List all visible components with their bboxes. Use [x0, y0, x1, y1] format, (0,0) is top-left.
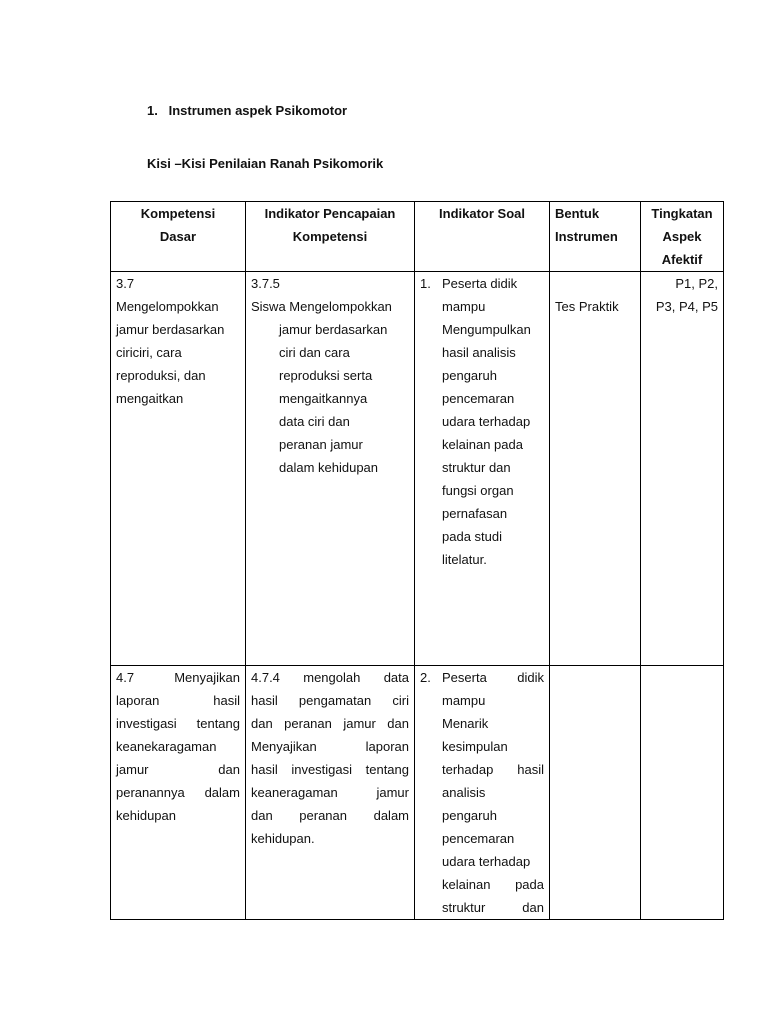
table-row — [111, 666, 724, 920]
kd-line: keanekaragaman — [116, 739, 217, 754]
header-line: Bentuk — [555, 206, 600, 221]
soal-line: kesimpulan — [442, 739, 508, 754]
soal-line: analisis — [442, 785, 486, 800]
soal-line: terhadap hasil — [442, 762, 544, 777]
soal-line: struktur dan — [442, 460, 511, 475]
ipk-line: reproduksi serta — [279, 368, 373, 383]
tingkatan-line: P3, P4, P5 — [655, 299, 718, 314]
kd-cell — [111, 666, 246, 920]
table-subtitle: Kisi –Kisi Penilaian Ranah Psikomorik — [147, 156, 384, 171]
bentuk-instrumen-cell — [550, 272, 641, 666]
ipk-line: keaneragaman jamur — [251, 785, 409, 800]
soal-line: litelatur. — [442, 552, 487, 567]
ipk-line: hasil investigasi tentang — [251, 762, 409, 777]
soal-text — [442, 666, 544, 919]
tingkatan-line: P1, P2, — [675, 276, 718, 291]
kd-line: reproduksi, dan — [116, 368, 206, 383]
soal-cell — [415, 666, 550, 920]
kd-line: Mengelompokkan — [116, 299, 219, 314]
ipk-line: mengaitkannya — [279, 391, 368, 406]
ipk-cell — [246, 272, 415, 666]
table-row — [111, 272, 724, 666]
soal-line: hasil analisis — [442, 345, 516, 360]
soal-line: pernafasan — [442, 506, 508, 521]
soal-line: pencemaran — [442, 391, 515, 406]
ipk-cell — [246, 666, 415, 920]
kd-cell — [111, 272, 246, 666]
header-line: Aspek — [662, 229, 702, 244]
header-kompetensi-dasar — [111, 202, 246, 272]
kd-line: 4.7 Menyajikan — [116, 670, 240, 685]
soal-number: 1. — [420, 276, 431, 291]
ipk-line: Siswa Mengelompokkan — [251, 299, 392, 314]
kd-line: mengaitkan — [116, 391, 184, 406]
kd-line: jamur berdasarkan — [116, 322, 225, 337]
section-number: 1. — [147, 103, 158, 118]
ipk-line: dan peranan jamur dan — [251, 716, 409, 731]
soal-line: kelainan pada — [442, 437, 523, 452]
header-line: Kompetensi — [292, 229, 368, 244]
header-line: Tingkatan — [651, 206, 713, 221]
soal-line: udara terhadap — [442, 854, 531, 869]
soal-line: pencemaran — [442, 831, 515, 846]
kisi-kisi-table — [110, 201, 724, 920]
soal-line: Peserta didik — [442, 276, 518, 291]
header-line: Afektif — [661, 252, 703, 267]
soal-line: Menarik — [442, 716, 489, 731]
ipk-line: data ciri dan — [279, 414, 350, 429]
ipk-line: Menyajikan laporan — [251, 739, 409, 754]
kd-line: kehidupan — [116, 808, 176, 823]
soal-line: struktur dan — [442, 900, 544, 915]
bentuk-instrumen-cell — [550, 666, 641, 920]
soal-line: Mengumpulkan — [442, 322, 531, 337]
ipk-line: dan peranan dalam — [251, 808, 409, 823]
kd-line: investigasi tentang — [116, 716, 240, 731]
soal-text — [442, 272, 544, 571]
ipk-line: peranan jamur — [279, 437, 363, 452]
header-tingkatan — [641, 202, 724, 272]
soal-line: mampu — [442, 299, 486, 314]
ipk-line: hasil pengamatan ciri — [251, 693, 409, 708]
kd-line: ciriciri, cara — [116, 345, 182, 360]
soal-line: pada studi — [442, 529, 502, 544]
soal-line: Peserta didik — [442, 670, 544, 685]
ipk-line: dalam kehidupan — [279, 460, 379, 475]
bentuk-instrumen-value: Tes Praktik — [555, 299, 619, 314]
ipk-code: 3.7.5 — [251, 276, 280, 291]
soal-line: fungsi organ — [442, 483, 514, 498]
ipk-line: kehidupan. — [251, 831, 315, 846]
header-indikator-soal — [415, 202, 550, 272]
header-indikator-pencapaian — [246, 202, 415, 272]
soal-number: 2. — [420, 670, 431, 685]
soal-line: pengaruh — [442, 808, 497, 823]
ipk-line: ciri dan cara — [279, 345, 350, 360]
soal-line: pengaruh — [442, 368, 497, 383]
header-line: Indikator Pencapaian — [264, 206, 396, 221]
header-line: Indikator Soal — [439, 206, 525, 221]
ipk-line: 4.7.4 mengolah data — [251, 670, 409, 685]
kd-line: peranannya dalam — [116, 785, 240, 800]
header-bentuk-instrumen — [550, 202, 641, 272]
ipk-line: jamur berdasarkan — [279, 322, 388, 337]
table-header-row — [111, 202, 724, 272]
section-title: Instrumen aspek Psikomotor — [168, 103, 348, 118]
kd-line: jamur dan — [116, 762, 240, 777]
header-line: Instrumen — [555, 229, 618, 244]
header-line: Kompetensi — [140, 206, 216, 221]
soal-cell — [415, 272, 550, 666]
tingkatan-cell — [641, 666, 724, 920]
soal-list-item — [420, 272, 544, 571]
kd-line: laporan hasil — [116, 693, 240, 708]
tingkatan-cell — [641, 272, 724, 666]
kd-line: 3.7 — [116, 276, 135, 291]
soal-line: udara terhadap — [442, 414, 531, 429]
soal-list-item — [420, 666, 544, 919]
section-heading — [147, 103, 347, 118]
soal-line: kelainan pada — [442, 877, 544, 892]
header-line: Dasar — [159, 229, 197, 244]
soal-line: mampu — [442, 693, 486, 708]
